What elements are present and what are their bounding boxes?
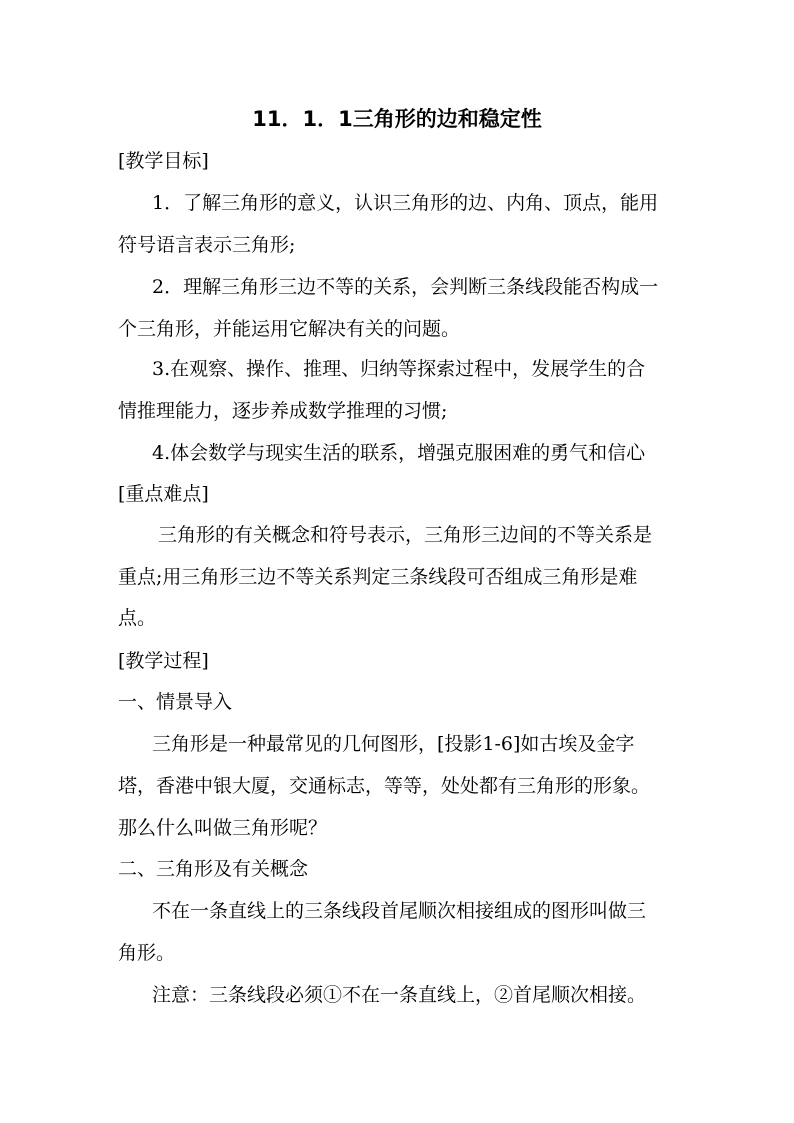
goal-2-line-2: 个三角形，并能运用它解决有关的问题。 bbox=[118, 318, 461, 340]
section-heading-teaching-process: [教学过程] bbox=[118, 650, 209, 672]
subsection-heading-introduction: 一、情景导入 bbox=[118, 691, 233, 713]
section-heading-key-points: [重点难点] bbox=[118, 483, 209, 505]
introduction-line-3: 那么什么叫做三角形呢？ bbox=[118, 817, 328, 839]
goal-1-line-1: 1．了解三角形的意义，认识三角形的边、内角、顶点，能用 bbox=[152, 192, 659, 214]
introduction-line-1: 三角形是一种最常见的几何图形，[投影1-6]如古埃及金字 bbox=[152, 733, 635, 755]
key-points-line-1: 三角形的有关概念和符号表示，三角形三边间的不等关系是 bbox=[158, 524, 653, 546]
section-heading-teaching-goals: [教学目标] bbox=[118, 150, 209, 172]
key-points-line-2: 重点;用三角形三边不等关系判定三条线段可否组成三角形是难 bbox=[118, 566, 638, 588]
subsection-heading-triangle-concepts: 二、三角形及有关概念 bbox=[118, 858, 309, 880]
goal-1-line-2: 符号语言表示三角形; bbox=[118, 234, 296, 256]
note-line: 注意：三条线段必须①不在一条直线上，②首尾顺次相接。 bbox=[152, 984, 647, 1006]
goal-4-line-1: 4.体会数学与现实生活的联系，增强克服困难的勇气和信心 bbox=[152, 442, 646, 464]
goal-3-line-1: 3.在观察、操作、推理、归纳等探索过程中，发展学生的合 bbox=[152, 358, 646, 380]
definition-line-1: 不在一条直线上的三条线段首尾顺次相接组成的图形叫做三 bbox=[152, 900, 647, 922]
goal-3-line-2: 情推理能力，逐步养成数学推理的习惯; bbox=[118, 400, 448, 422]
definition-line-2: 角形。 bbox=[118, 942, 176, 964]
goal-2-line-1: 2．理解三角形三边不等的关系，会判断三条线段能否构成一 bbox=[152, 276, 659, 298]
key-points-line-3: 点。 bbox=[118, 607, 157, 629]
document-title: 11．1．1三角形的边和稳定性 bbox=[252, 107, 542, 131]
introduction-line-2: 塔，香港中银大厦，交通标志，等等，处处都有三角形的形象。 bbox=[118, 775, 651, 797]
